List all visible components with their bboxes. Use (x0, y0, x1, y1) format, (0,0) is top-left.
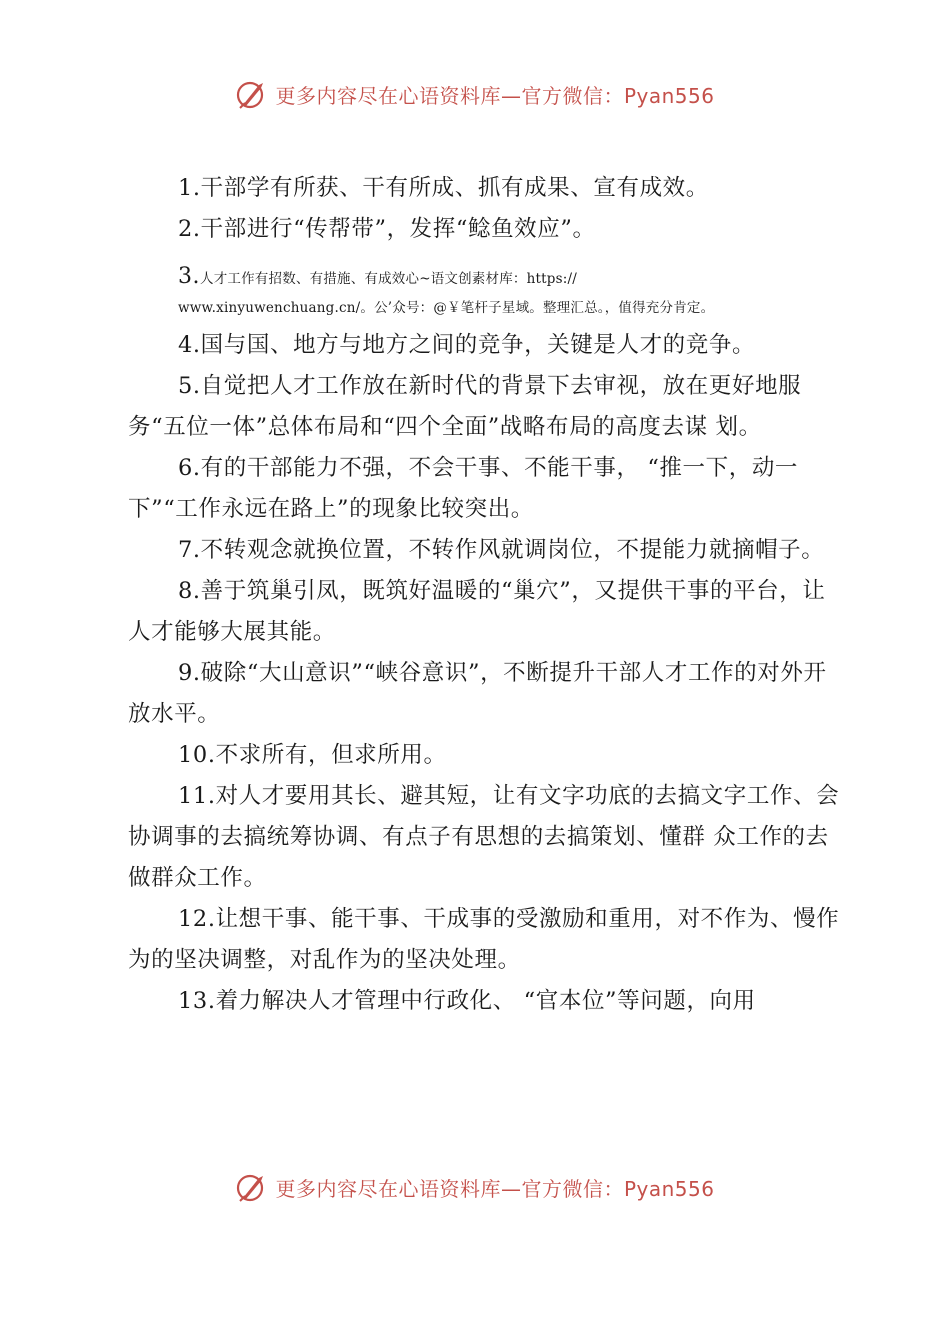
list-item-7: 7.不转观念就换位置，不转作风就调岗位，不提能力就摘帽子。 (178, 537, 825, 563)
header-banner (0, 72, 950, 116)
quill-logo-icon (235, 77, 269, 111)
list-item-12: 12.让想干事、能干事、干成事的受激励和重用，对不作为、慢作为的坚决调整，对乱作为的坚决处理。 (128, 906, 840, 973)
list-item-3-line1: 人才工作有招数、有措施、有成效心~语文创素材库：https:// (200, 271, 577, 287)
list-item-10: 10.不求所有，但求所用。 (178, 742, 447, 768)
list-item-1: 1.干部学有所获、干有所成、抓有成果、宣有成效。 (178, 175, 709, 201)
list-item-11: 11.对人才要用其长、避其短，让有文字功底的去搞文字工作、会协调事的去搞统筹协调、有点子有思想的去搞策划、懂群 众工作的去做群众工作。 (128, 783, 840, 891)
list-item-3-line2: www.xinyuwenchuang.cn/。公’众号：@￥笔杆子星域。整理汇总。，值得充分肯定。 (178, 300, 715, 316)
footer-banner (0, 1165, 950, 1209)
list-item-2: 2.干部进行“传帮带”，发挥“鲶鱼效应”。 (178, 216, 596, 242)
list-item-8: 8.善于筑巢引凤，既筑好温暖的“巢穴”，又提供干事的平台，让人才能够大展其能。 (128, 578, 826, 645)
list-item-3-number: 3. (178, 264, 200, 289)
document-body (128, 168, 848, 1022)
quill-logo-icon (235, 1170, 269, 1204)
list-item-13: 13.着力解决人才管理中行政化、 “官本位”等问题，向用 (178, 988, 756, 1014)
footer-banner-text: 更多内容尽在心语资料库—官方微信：Pyan556 (275, 1176, 715, 1201)
list-item-9: 9.破除“大山意识”“峡谷意识”，不断提升干部人才工作的对外开放水平。 (128, 660, 827, 727)
list-item-6: 6.有的干部能力不强，不会干事、不能干事， “推一下，动一下”“工作永远在路上”的现象比较突出。 (128, 455, 799, 522)
list-item-3 (128, 256, 848, 319)
list-item-4: 4.国与国、地方与地方之间的竞争，关键是人才的竞争。 (178, 332, 756, 358)
header-banner-text: 更多内容尽在心语资料库—官方微信：Pyan556 (275, 83, 715, 108)
list-item-5: 5.自觉把人才工作放在新时代的背景下去审视，放在更好地服务“五位一体”总体布局和“四个全面”战略布局的高度去谋 划。 (128, 373, 802, 440)
